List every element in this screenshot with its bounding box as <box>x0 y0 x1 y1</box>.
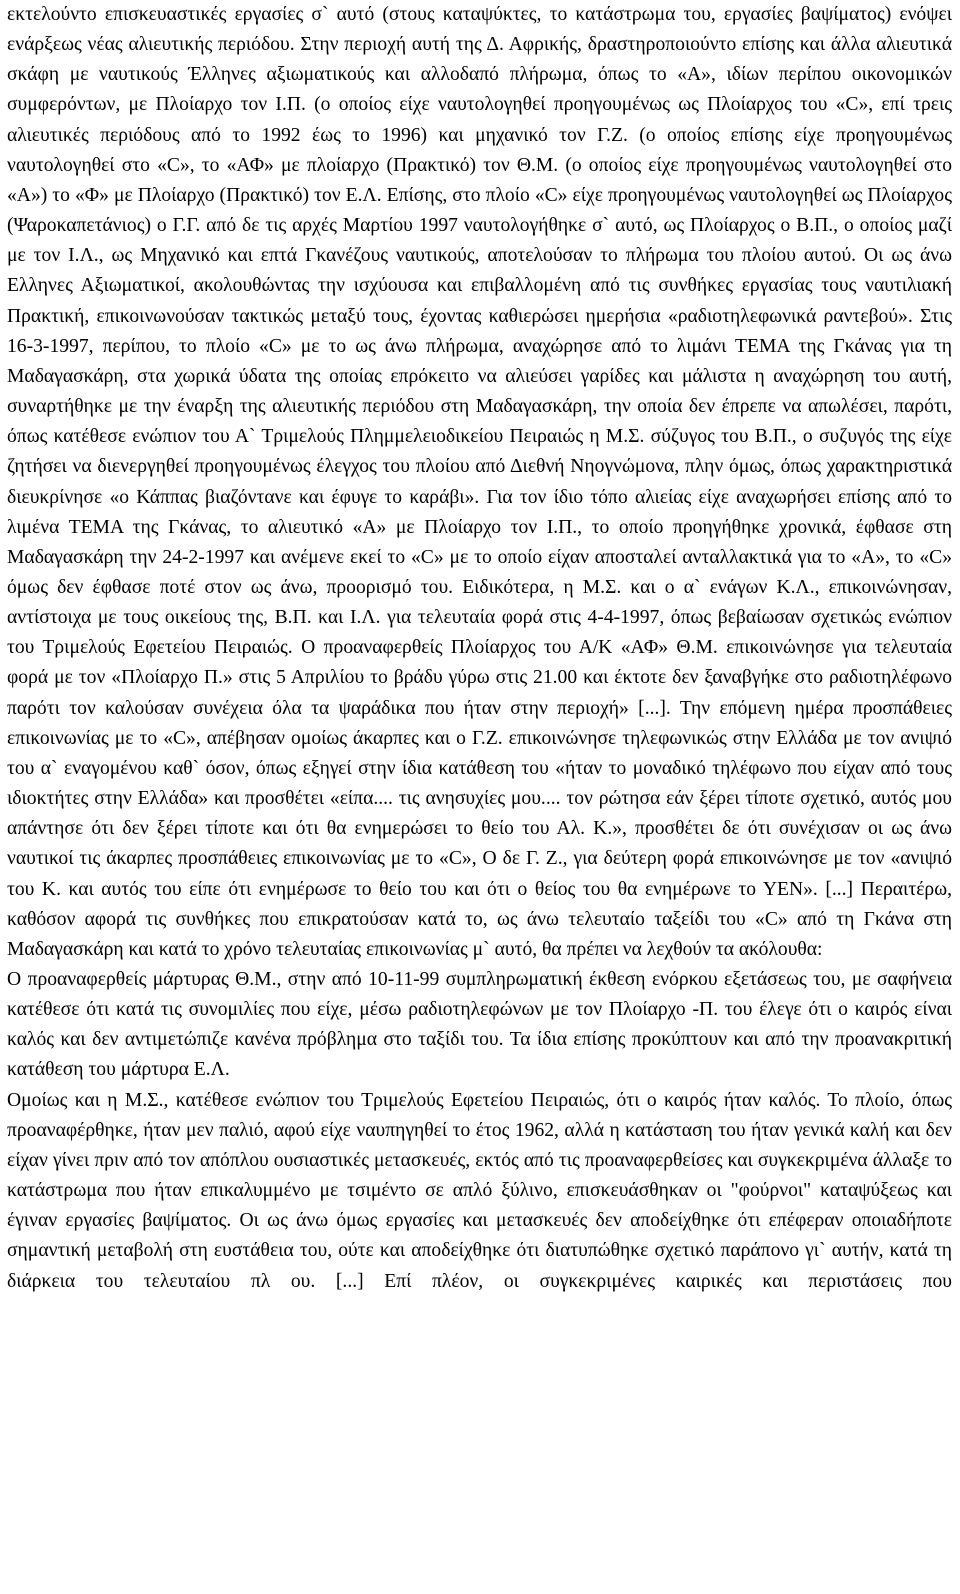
paragraph-3: Ομοίως και η Μ.Σ., κατέθεσε ενώπιον του Τριμελούς Εφετείου Πειραιώς, ότι ο καιρός ήταν καλός. Το πλοίο, όπως προαναφέρθηκε, ήταν μεν παλιό, αφού είχε ναυπηγηθεί το έτος 1962, αλλά η κατάσταση του ήταν γενικά καλή και δεν είχαν γίνει πριν από τον απόπλου ουσιαστικές μετασκευές, εκτός από τις προαναφερθείσες και συγκεκριμένα άλλαξε το κατάστρωμα που ήταν επικαλυμμένο με τσιμέντο σε απλό ξύλινο, επισκευάσθηκαν οι "φούρνοι" καταψύξεως και έγιναν εργασίες βαψίματος. Οι ως άνω όμως εργασίες και μετασκευές δεν αποδείχθηκε ότι επέφεραν οποιαδήποτε σημαντική μεταβολή στη ευστάθεια του, ούτε και αποδείχθηκε ότι διατυπώθηκε σχετικό παράπονο γι` αυτήν, κατά τη διάρκεια του τελευταίου πλ ου. [...] Επί πλέον, οι συγκεκριμένες καιρικές και περιστάσεις που <box>7 1089 952 1292</box>
paragraph-2: Ο προαναφερθείς μάρτυρας Θ.Μ., στην από 10-11-99 συμπληρωματική έκθεση ενόρκου εξετάσεως του, με σαφήνεια κατέθεσε ότι κατά τις συνομιλίες που είχε, μέσω ραδιοτηλεφώνων με τον Πλοίαρχο -Π. του έλεγε ότι ο καιρός είναι καλός και δεν αντιμετώπιζε κανένα πρόβλημα στο ταξίδι του. Τα ίδια επίσης προκύπτουν και από την προανακριτική κατάθεση του μάρτυρα Ε.Λ. <box>7 969 952 1081</box>
document-page <box>7 0 952 1297</box>
paragraph-1: εκτελούντο επισκευαστικές εργασίες σ` αυτό (στους καταψύκτες, το κατάστρωμα του, εργασίες βαψίματος) ενόψει ενάρξεως νέας αλιευτικής περιόδου. Στην περιοχή αυτή της Δ. Αφρικής, δραστηροποιούντο επίσης και άλλα αλιευτικά σκάφη με ναυτικούς Έλληνες αξιωματικούς και αλλοδαπό πλήρωμα, όπως το «Α», ιδίων περίπου οικονομικών συμφερόντων, με Πλοίαρχο τον Ι.Π. (ο οποίος είχε ναυτολογηθεί προηγουμένως ως Πλοίαρχος του «C», επί τρεις αλιευτικές περιόδους από το 1992 έως το 1996) και μηχανικό τον Γ.Ζ. (ο οποίος επίσης είχε προηγουμένως ναυτολογηθεί στο «C», το «ΑΦ» με πλοίαρχο (Πρακτικό) τον Θ.Μ. (ο οποίος είχε προηγουμένως ναυτολογηθεί στο «Α») το «Φ» με Πλοίαρχο (Πρακτικό) τον Ε.Λ. Επίσης, στο πλοίο «C» είχε προηγουμένως ναυτολογηθεί ως Πλοίαρχος (Ψαροκαπετάνιος) ο Γ.Γ. από δε τις αρχές Μαρτίου 1997 ναυτολογήθηκε σ` αυτό, ως Πλοίαρχος ο Β.Π., ο οποίος μαζί με τον Ι.Λ., ως Μηχανικό και επτά Γκανέζους ναυτικούς, αποτελούσαν το πλήρωμα του πλοίου αυτού. Οι ως άνω Ελληνες Αξιωματικοί, ακολουθώντας την ισχύουσα και επιβαλλομένη από τις συνθήκες εργασίας τους ναυτιλιακή Πρακτική, επικοινωνούσαν τακτικώς μεταξύ τους, έχοντας καθιερώσει ημερήσια «ραδιοτηλεφωνικά ραντεβού». Στις 16-3-1997, περίπου, το πλοίο «C» με το ως άνω πλήρωμα, αναχώρησε από το λιμάνι ΤΕΜΑ της Γκάνας για τη Μαδαγασκάρη, στα χωρικά ύδατα της οποίας επρόκειτο να αλιεύσει γαρίδες και μάλιστα η αναχώρηση του αυτή, συναρτήθηκε με την έναρξη της αλιευτικής περιόδου στη Μαδαγασκάρη, την οποία δεν έπρεπε να απωλέσει, παρότι, όπως κατέθεσε ενώπιον του Α` Τριμελούς Πλημμελειοδικείου Πειραιώς η Μ.Σ. σύζυγος του Β.Π., ο συζυγός της είχε ζητήσει να διενεργηθεί προηγουμένως έλεγχος του πλοίου από Διεθνή Νηογνώμονα, πλην όμως, όπως χαρακτηριστικά διευκρίνησε «ο Κάππας βιαζόντανε και έφυγε το καράβι». Για τον ίδιο τόπο αλιείας είχε αναχωρήσει επίσης από το λιμένα ΤΕΜΑ της Γκάνας, το αλιευτικό «Α» με Πλοίαρχο τον Ι.Π., το οποίο προηγήθηκε χρονικά, έφθασε στη Μαδαγασκάρη την 24-2-1997 και ανέμενε εκεί το «C» με το οποίο είχαν αποσταλεί ανταλλακτικά για το «Α», το «C» όμως δεν έφθασε ποτέ στον ως άνω, προορισμό του. Ειδικότερα, η Μ.Σ. και ο α` ενάγων Κ.Λ., επικοινώνησαν, αντίστοιχα με τους οικείους της, Β.Π. και Ι.Λ. για τελευταία φορά στις 4-4-1997, όπως βεβαίωσαν σχετικώς ενώπιον του Τριμελούς Εφετείου Πειραιώς. Ο προαναφερθείς Πλοίαρχος του Α/Κ «ΑΦ» Θ.Μ. επικοινώνησε για τελευταία φορά με τον «Πλοίαρχο Π.» στις 5 Απριλίου το βράδυ γύρω στις 21.00 και έκτοτε δεν ξαναβγήκε στο ραδιοτηλέφωνο παρότι τον καλούσαν συνέχεια όλα τα ψαράδικα που ήταν στην περιοχή» [...]. Την επόμενη ημέρα προσπάθειες επικοινωνίας με το «C», απέβησαν ομοίως άκαρπες και ο Γ.Ζ. επικοινώνησε τηλεφωνικώς στην Ελλάδα με τον ανιψιό του α` εναγομένου καθ` όσον, όπως εξηγεί στην ίδια κατάθεση του «ήταν το μοναδικό τηλέφωνο που είχαν από τους ιδιοκτήτες στην Ελλάδα» και προσθέτει «είπα.... τις ανησυχίες μου.... τον ρώτησα εάν ξέρει τίποτε σχετικό, αυτός μου απάντησε ότι δεν ξέρει τίποτε και ότι θα ενημερώσει το θείο του Αλ. Κ.», προσθέτει δε ότι συνέχισαν οι ως άνω ναυτικοί τις άκαρπες προσπάθειες επικοινωνίας με το «C», Ο δε Γ. Ζ., για δεύτερη φορά επικοινώνησε με τον «ανιψιό του Κ. και αυτός του είπε ότι ενημέρωσε το θείο του και ότι ο θείος του θα ενημέρωνε το ΥΕΝ». [...] Περαιτέρω, καθόσον αφορά τις συνθήκες που επικρατούσαν κατά το, ως άνω τελευταίο ταξείδι του «C» από τη Γκάνα στη Μαδαγασκάρη και κατά το χρόνο τελευταίας επικοινωνίας μ` αυτό, θα πρέπει να λεχθούν τα ακόλουθα: <box>7 4 952 960</box>
